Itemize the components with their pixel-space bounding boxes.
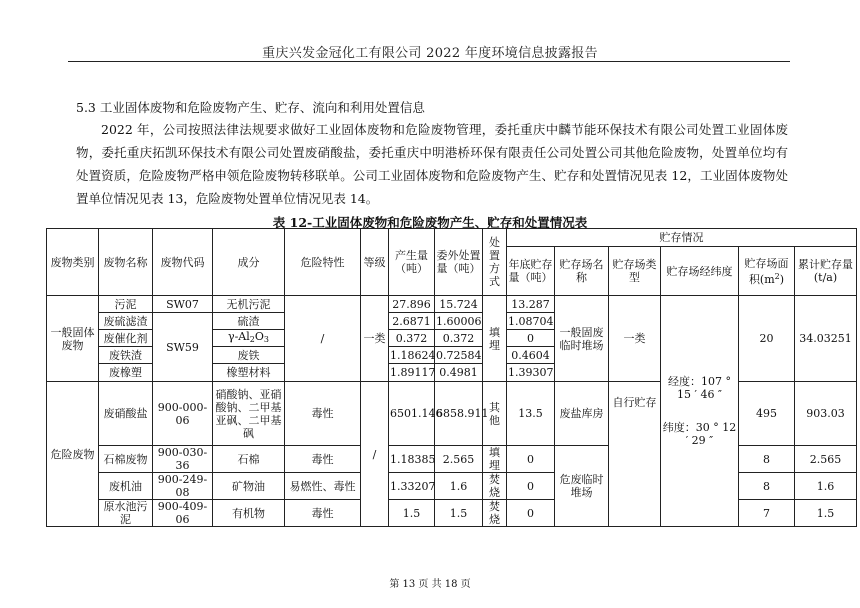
cell-code: 900-000-06: [153, 382, 213, 446]
header-site-name: 贮存场名称: [555, 247, 609, 296]
cell-outsourced: 1.6: [435, 473, 483, 500]
cell-name: 废橡塑: [99, 364, 153, 382]
cell-method: 焚烧: [483, 500, 507, 527]
longitude: 经度：107 ° 15 ′ 46 ″: [668, 375, 731, 401]
hazardous-site-type: 自行贮存: [609, 382, 661, 527]
cell-code: 900-409-06: [153, 500, 213, 527]
header-category: 废物类别: [47, 229, 99, 296]
header-coords: 贮存场经纬度: [661, 247, 739, 296]
latitude: 纬度：30 ° 12 ′ 29 ″: [662, 421, 737, 447]
cell-code: 900-030-36: [153, 446, 213, 473]
cell-produced: 1.5: [389, 500, 435, 527]
cell-name: 废硝酸盐: [99, 382, 153, 446]
cell-composition: 硝酸钠、亚硝酸钠、二甲基亚砜、二甲基砜: [213, 382, 285, 446]
general-area: 20: [739, 296, 795, 382]
waste-table: [46, 228, 857, 527]
cell-outsourced: 1.60006: [436, 314, 482, 328]
catalyst-formula-prefix: γ-Al: [228, 330, 250, 343]
hazardous-grade: /: [361, 382, 389, 527]
cell-composition: 废铁: [213, 347, 285, 364]
cell-name: 废铁渣: [99, 347, 153, 364]
header-area-suffix: ): [779, 272, 785, 286]
header-composition: 成分: [213, 229, 285, 296]
header-method: 处置方式: [483, 229, 507, 296]
general-site-type: 一类: [609, 296, 661, 382]
cell-hazard: 易燃性、毒性: [285, 473, 361, 500]
general-accum: 34.03251: [795, 296, 857, 382]
header-storage-group: 贮存情况: [507, 229, 857, 247]
cell-name: 石棉废物: [99, 446, 153, 473]
header-area: [739, 247, 795, 296]
general-site-name: 一般固废临时堆场: [555, 296, 609, 382]
cell-produced: 1.18624: [390, 348, 436, 362]
cell-area: 8: [739, 473, 795, 500]
cell-produced: 2.6871: [389, 313, 435, 330]
header-code: 废物代码: [153, 229, 213, 296]
header-year-end: 年底贮存量（吨）: [507, 247, 555, 296]
cell-year-end: 0: [507, 446, 555, 473]
cell-composition: [213, 330, 285, 347]
table-row: [47, 296, 857, 313]
cell-hazard: 毒性: [285, 500, 361, 527]
section-title: 5.3 工业固体废物和危险废物产生、贮存、流向和利用处置信息: [76, 100, 425, 115]
general-category: 一般固体废物: [47, 296, 99, 382]
cell-composition: 硫渣: [213, 313, 285, 330]
cell-accum: 903.03: [795, 382, 857, 446]
cell-produced: 0.372: [389, 330, 435, 347]
cell-year-end: 1.08704: [508, 314, 554, 328]
cell-year-end: 13.287: [507, 296, 555, 313]
cell-code: 900-249-08: [153, 473, 213, 500]
cell-composition: 石棉: [213, 446, 285, 473]
cell-name: 污泥: [99, 296, 153, 313]
catalyst-formula-mid: O: [254, 330, 264, 343]
cell-composition: 有机物: [213, 500, 285, 527]
cell-site-name: 废盐库房: [555, 382, 609, 446]
cell-produced: 1.33207: [389, 473, 435, 500]
page-number: 第 13 页 共 18 页: [389, 579, 471, 590]
cell-outsourced: 2.565: [435, 446, 483, 473]
header-name: 废物名称: [99, 229, 153, 296]
cell-area: 8: [739, 446, 795, 473]
table-title: 表 12-工业固体废物和危险废物产生、贮存和处置情况表: [272, 215, 588, 230]
catalyst-formula-sub2: 3: [263, 335, 269, 344]
cell-produced: 1.89117: [389, 364, 435, 382]
cell-outsourced: 15.724: [435, 296, 483, 313]
hazardous-category: 危险废物: [47, 382, 99, 527]
general-grade: 一类: [361, 296, 389, 382]
cell-method: 焚烧: [483, 473, 507, 500]
cell-site-name: 危废临时堆场: [555, 446, 609, 527]
catalyst-formula-sub1: 2: [249, 335, 255, 344]
cell-composition: 无机污泥: [213, 296, 285, 313]
cell-code: SW07: [153, 296, 213, 313]
cell-name: 废硫滤渣: [99, 313, 153, 330]
cell-method: 填埋: [483, 446, 507, 473]
general-hazard: /: [285, 296, 361, 382]
cell-name: 废机油: [99, 473, 153, 500]
cell-method: 其他: [483, 382, 507, 446]
header-divider: [68, 61, 790, 62]
cell-outsourced: 0.372: [435, 330, 483, 347]
cell-year-end: 0: [507, 473, 555, 500]
header-hazard: 危险特性: [285, 229, 361, 296]
header-accum: 累计贮存量(t/a): [795, 247, 857, 296]
cell-area: 7: [739, 500, 795, 527]
cell-accum: 1.6: [795, 473, 857, 500]
cell-produced: 6501.146: [389, 382, 435, 446]
cell-outsourced: 1.5: [435, 500, 483, 527]
general-shared-code: SW59: [153, 313, 213, 382]
cell-outsourced: 6858.911: [435, 382, 483, 446]
paragraph-text: 2022 年，公司按照法律法规要求做好工业固体废物和危险废物管理，委托重庆中麟节能环保技术有限公司处置工业固体废物，委托重庆拓凯环保技术有限公司处置废硝酸盐，委托重庆中明港桥环保有限责任公司处置公司其他危险废物，处置单位均有处置资质，危险废物严格申领危险废物转移联单。公司工业固体废物和危险废物产生、贮存和处置情况见表 12，工业固体废物处置单位情况见表 13，危险废物处置单位情况见表 14。: [76, 122, 788, 206]
cell-composition: 矿物油: [213, 473, 285, 500]
cell-hazard: 毒性: [285, 382, 361, 446]
cell-name: 原水池污泥: [99, 500, 153, 527]
cell-year-end: 0.4604: [507, 347, 555, 364]
cell-year-end: 1.39307: [507, 364, 555, 382]
cell-hazard: 毒性: [285, 446, 361, 473]
cell-accum: 1.5: [795, 500, 857, 527]
coords-cell: [661, 296, 739, 527]
header-area-sup: 2: [774, 271, 780, 281]
cell-outsourced: 0.4981: [435, 364, 483, 382]
cell-area: 495: [739, 382, 795, 446]
header-produced: 产生量（吨）: [389, 229, 435, 296]
cell-year-end: 0: [507, 500, 555, 527]
body-paragraph: [76, 118, 788, 210]
general-method: 填埋: [483, 296, 507, 382]
header-grade: 等级: [361, 229, 389, 296]
cell-year-end: 13.5: [507, 382, 555, 446]
cell-outsourced: 0.72584: [436, 348, 482, 362]
cell-composition: 橡塑材料: [213, 364, 285, 382]
cell-name: 废催化剂: [99, 330, 153, 347]
cell-produced: 1.18385: [389, 446, 435, 473]
cell-produced: 27.896: [389, 296, 435, 313]
header-area-prefix: 贮存场面积(m: [744, 256, 789, 286]
cell-year-end: 0: [507, 330, 555, 347]
report-header: 重庆兴发金冠化工有限公司 2022 年度环境信息披露报告: [262, 46, 598, 61]
header-site-type: 贮存场类型: [609, 247, 661, 296]
cell-accum: 2.565: [795, 446, 857, 473]
header-outsourced: 委外处置量（吨）: [435, 229, 483, 296]
